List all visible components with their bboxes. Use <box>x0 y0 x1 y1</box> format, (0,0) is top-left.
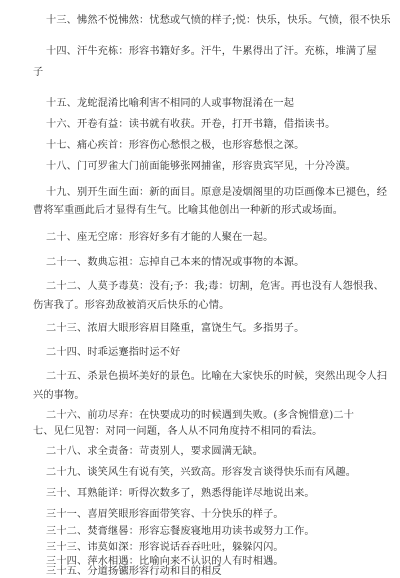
document-line: 三十二、焚膏继晷：形容忘餐废寝地用功读书或努力工作。 <box>46 526 315 537</box>
document-line: 二十九、谈笑风生有说有笑，兴致高。形容发言谈得快乐而有风趣。 <box>46 467 357 478</box>
document-line: 二十三、浓眉大眼形容眉目隆重，富饶生气。多指男子。 <box>46 323 305 334</box>
document-line: 十三、怫然不悦怫然：忧愁或气愤的样子;悦：快乐，快乐。气愤，很不快乐 <box>46 15 391 26</box>
document-line: 十六、开卷有益：读书就有收获。开卷，打开书籍，借指读书。 <box>46 119 336 130</box>
document-line: 十八、门可罗雀大门前面能够张网捕雀，形容贵宾罕见，十分冷漠。 <box>46 161 357 172</box>
document-line: 二十六、前功尽弃：在快要成功的时候遇到失败。(多含惋惜意)二十 <box>46 410 355 421</box>
document-line: 十九、别开生面生面：新的面目。原意是凌烟阁里的功臣画像本已褪色，经 <box>46 187 388 198</box>
document-line: 二十五、杀景色损坏美好的景色。比喻在大家快乐的时候，突然出现令人扫 <box>46 371 388 382</box>
document-line: 二十一、数典忘祖：忘掉自己本来的情况或事物的本源。 <box>46 257 305 268</box>
document-line: 三十一、喜眉笑眼形容面带笑容、十分快乐的样子。 <box>46 509 284 520</box>
document-line: 曹将军重画此后才显得有生气。比喻其他创出一种新的形式或场面。 <box>33 205 344 216</box>
document-line: 三十、耳熟能详：听得次数多了，熟悉得能详尽地说出来。 <box>46 488 315 499</box>
document-line: 二十八、求全责备：苛责别人，要求圆满无缺。 <box>46 446 264 457</box>
document-line: 子 <box>33 67 44 78</box>
document-line: 三十五、分道扬镳形容行动和目的相反 <box>46 566 222 577</box>
document-line: 三十三、讳莫如深：形容说话吞吞吐吐，躲躲闪闪。 <box>46 542 284 553</box>
document-line: 十七、痛心疾首：形容伤心愁恨之极，也形容愁恨之深。 <box>46 140 305 151</box>
document-line: 兴的事物。 <box>33 390 85 401</box>
document-line: 七、见仁见智：对同一问题，各人从不同角度持不相同的看法。 <box>33 426 323 437</box>
document-line: 十四、汗牛充栋：形容书籍好多。汗牛，牛累得出了汗。充栋，堆满了屋 <box>46 46 377 57</box>
document-line: 二十四、时乖运蹇指时运不好 <box>46 347 181 358</box>
document-line: 二十、座无空席：形容好多有才能的人聚在一起。 <box>46 232 274 243</box>
document-line: 伤害我了。形容劲敌被消灭后快乐的心情。 <box>33 300 230 311</box>
document-line: 二十二、人莫予毒莫：没有;予：我;毒：切割，危害。再也没有人怨恨我、 <box>46 281 384 292</box>
document-line: 三十四、萍水相遇：比喻向来不认识的人有时相遇。 <box>46 556 284 567</box>
document-line: 十五、龙蛇混淆比喻利害不相同的人或事物混淆在一起 <box>46 98 295 109</box>
